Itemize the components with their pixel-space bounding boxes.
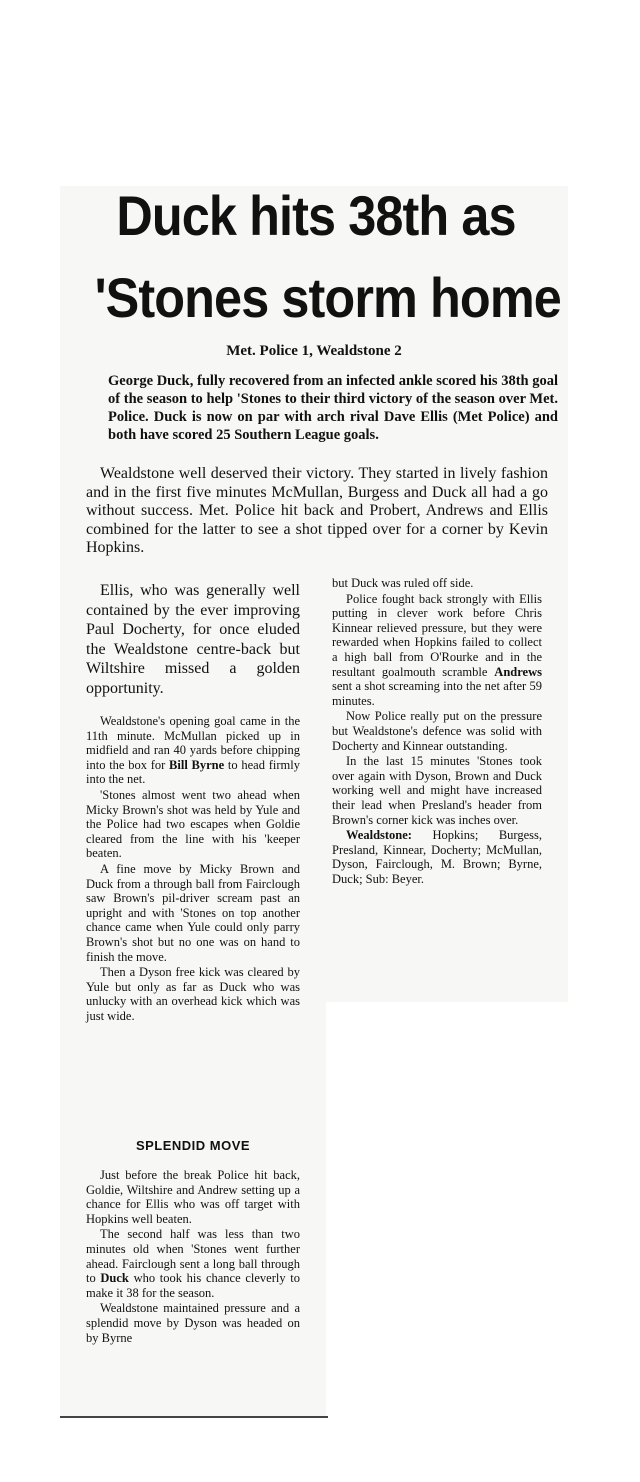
lower-p2-text-b: who took his chance cleverly to make it 38 for the season. xyxy=(86,1271,300,1300)
headline-line-1: Duck hits 38th as xyxy=(116,184,516,247)
ellis-paragraph: Ellis, who was generally well contained by the ever improving Paul Docherty, for once eluded the Wealdstone centre-back but Wiltshire missed a golden opportunity. xyxy=(86,582,300,697)
lineup-label: Wealdstone: xyxy=(346,828,412,843)
right-paragraph-3: In the last 15 minutes 'Stones took over again with Dyson, Brown and Duck working well and might have increased their lead when Presland's header from Brown's corner kick was inches over. xyxy=(332,754,542,827)
headline-line-2: 'Stones storm home xyxy=(94,266,561,329)
match-result: Met. Police 1, Wealdstone 2 xyxy=(226,343,402,359)
left-p1-text-a: Wealdstone's opening goal came in the 11th minute. McMullan picked up in midfield and ran 40 yards before chipping into the box for xyxy=(86,714,300,772)
lineup-text: Hopkins; Burgess, Presland, Kinnear, Docherty; McMullan, Dyson, Fairclough, M. Brown; Byrne, Duck; Sub: Beyer. xyxy=(332,828,542,886)
right-paragraph-0: but Duck was ruled off side. xyxy=(332,576,474,590)
lower-p2-name: Duck xyxy=(100,1271,129,1286)
lineup-paragraph xyxy=(332,828,542,886)
left-paragraph-2: 'Stones almost went two ahead when Micky Brown's shot was held by Yule and the Police had two escapes when Goldie cleared from the line with his 'keeper beaten. xyxy=(86,787,300,861)
intro-paragraph: George Duck, fully recovered from an infected ankle scored his 38th goal of the season to help 'Stones to their third victory of the season over Met. Police. Duck is now on par with arch rival Dave Ellis (Met Police) and both have scored 25 Southern League goals. xyxy=(108,373,558,443)
bottom-rule xyxy=(60,1416,328,1418)
subheading: SPLENDID MOVE xyxy=(135,1138,251,1153)
lower-paragraph-3: Wealdstone maintained pressure and a splendid move by Dyson was headed on by Byrne xyxy=(86,1301,300,1345)
right-paragraph-1 xyxy=(332,592,542,709)
lower-paragraph-1: Just before the break Police hit back, Goldie, Wiltshire and Andrew setting up a chance for Ellis who was off target with Hopkins well beaten. xyxy=(86,1168,300,1226)
right-column xyxy=(332,576,542,887)
left-column-lower xyxy=(86,1168,300,1346)
left-p1-text-b: to head firmly into the net. xyxy=(86,757,300,787)
right-p1-name: Andrews xyxy=(494,664,542,679)
right-p1-text-a: Police fought back strongly with Ellis putting in clever work before Chris Kinnear relieved pressure, but they were rewarded when Hopkins failed to collect a high ball from O'Rourke and in the resultant goalmouth scramble xyxy=(332,591,542,679)
left-paragraph-4: Then a Dyson free kick was cleared by Yule but only as far as Duck who was unlucky with an overhead kick which was just wide. xyxy=(86,965,300,1023)
left-p1-name: Bill Byrne xyxy=(169,757,225,772)
left-paragraph-3: A fine move by Micky Brown and Duck from a through ball from Fairclough saw Brown's pil-driver scream past an upright and with 'Stones on top another chance came when Yule could only parry Brown's shot but no one was on hand to finish the move. xyxy=(86,861,300,964)
right-paragraph-2: Now Police really put on the pressure but Wealdstone's defence was solid with Docherty and Kinnear outstanding. xyxy=(332,709,542,753)
lead-paragraph: Wealdstone well deserved their victory. They started in lively fashion and in the first five minutes McMullan, Burgess and Duck all had a go without success. Met. Police hit back and Probert, Andrews and Ellis combined for the latter to see a shot tipped over for a corner by Kevin Hopkins. xyxy=(86,465,548,556)
lower-paragraph-2 xyxy=(86,1227,300,1300)
lower-p2-text-a: The second half was less than two minutes old when 'Stones went further ahead. Fairclough sent a long ball through to xyxy=(86,1227,300,1286)
left-paragraph-1 xyxy=(86,714,300,787)
right-p1-text-b: sent a shot screaming into the net after 59 minutes. xyxy=(332,679,542,708)
left-column xyxy=(86,714,300,1024)
